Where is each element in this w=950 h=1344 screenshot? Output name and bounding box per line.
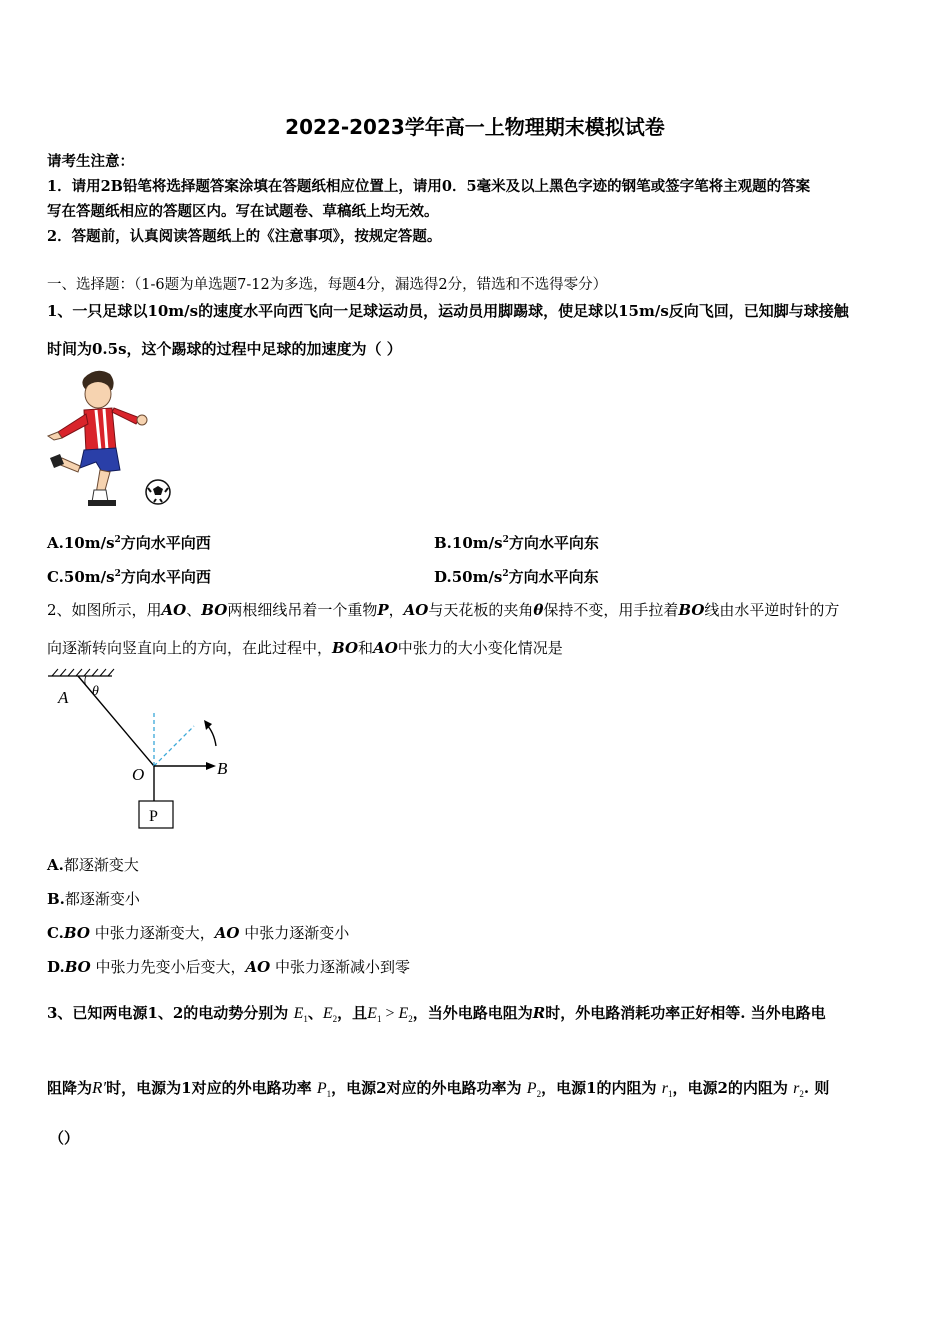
label-p: P (149, 808, 158, 825)
q1-option-b: $B.10m/s^2$方向水平向东 (434, 534, 599, 552)
q2-option-d: D.BO 中张力先变小后变大，AO 中张力逐渐减小到零 (47, 958, 411, 976)
q3-line-2: 阻降为R′时，电源为1对应的外电路功率 $P_1$，电源2对应的外电路功率为 $P_2$，电源1的内阻为 $r_1$，电源2的内阻为 $r_2$. 则 (47, 1078, 830, 1099)
q3-line-1: 3、已知两电源1、2的电动势分别为 $E_1$、$E_2$，且$E_1 > E_2$，当外电路电阻为R时，外电路消耗功率正好相等. 当外电路电 (47, 1004, 826, 1024)
rope-ao (78, 676, 154, 766)
label-theta: θ (92, 684, 99, 699)
q1-option-c: $C.50m/s^2$方向水平向西 (47, 568, 211, 586)
q2-option-c: C.BO 中张力逐渐变大，AO 中张力逐渐变小 (47, 924, 350, 942)
notice-heading: 请考生注意： (47, 153, 134, 170)
notice-line-3: 2．答题前，认真阅读答题纸上的《注意事项》，按规定答题。 (47, 228, 442, 245)
q2-option-a: A.都逐渐变大 (47, 856, 139, 874)
q2-line-1: 2、如图所示，用AO、BO两根细线吊着一个重物P，AO与天花板的夹角θ保持不变，用手拉着BO线由水平逆时针的方 (47, 601, 840, 619)
notice-line-1: 1．请用2B铅笔将选择题答案涂填在答题纸相应位置上，请用0．5毫米及以上黑色字迹的钢笔或签字笔将主观题的答案 (47, 178, 811, 195)
q1-option-d: $D.50m/s^2$方向水平向东 (434, 568, 599, 586)
q2-line-2: 向逐渐转向竖直向上的方向，在此过程中，BO和AO中张力的大小变化情况是 (47, 639, 563, 657)
q1-line-2: 时间为0.5s，这个踢球的过程中足球的加速度为（ ） (47, 340, 402, 358)
q1-line-1: 1、一只足球以10m/s的速度水平向西飞向一足球运动员，运动员用脚踢球，使足球以15m/s反向飞回，已知脚与球接触 (47, 302, 849, 320)
q1-option-a: $A.10m/s^2$方向水平向西 (47, 534, 211, 552)
section-heading: 一、选择题：（1-6题为单选题7-12为多选，每题4分，漏选得2分，错选和不选得零分） (47, 277, 608, 293)
q2-option-b: B.都逐渐变小 (47, 890, 140, 908)
page-title: 2022-2023学年高一上物理期末模拟试卷 (285, 115, 665, 139)
label-o: O (132, 765, 145, 784)
label-a: A (58, 688, 69, 707)
soccer-player-illustration (44, 366, 179, 511)
notice-line-2: 写在答题纸相应的答题区内。写在试题卷、草稿纸上均无效。 (47, 203, 439, 220)
label-b: B (217, 759, 228, 778)
dashed-diagonal (154, 726, 194, 766)
q3-line-3: （） (49, 1129, 80, 1147)
q2-force-diagram (44, 668, 244, 833)
